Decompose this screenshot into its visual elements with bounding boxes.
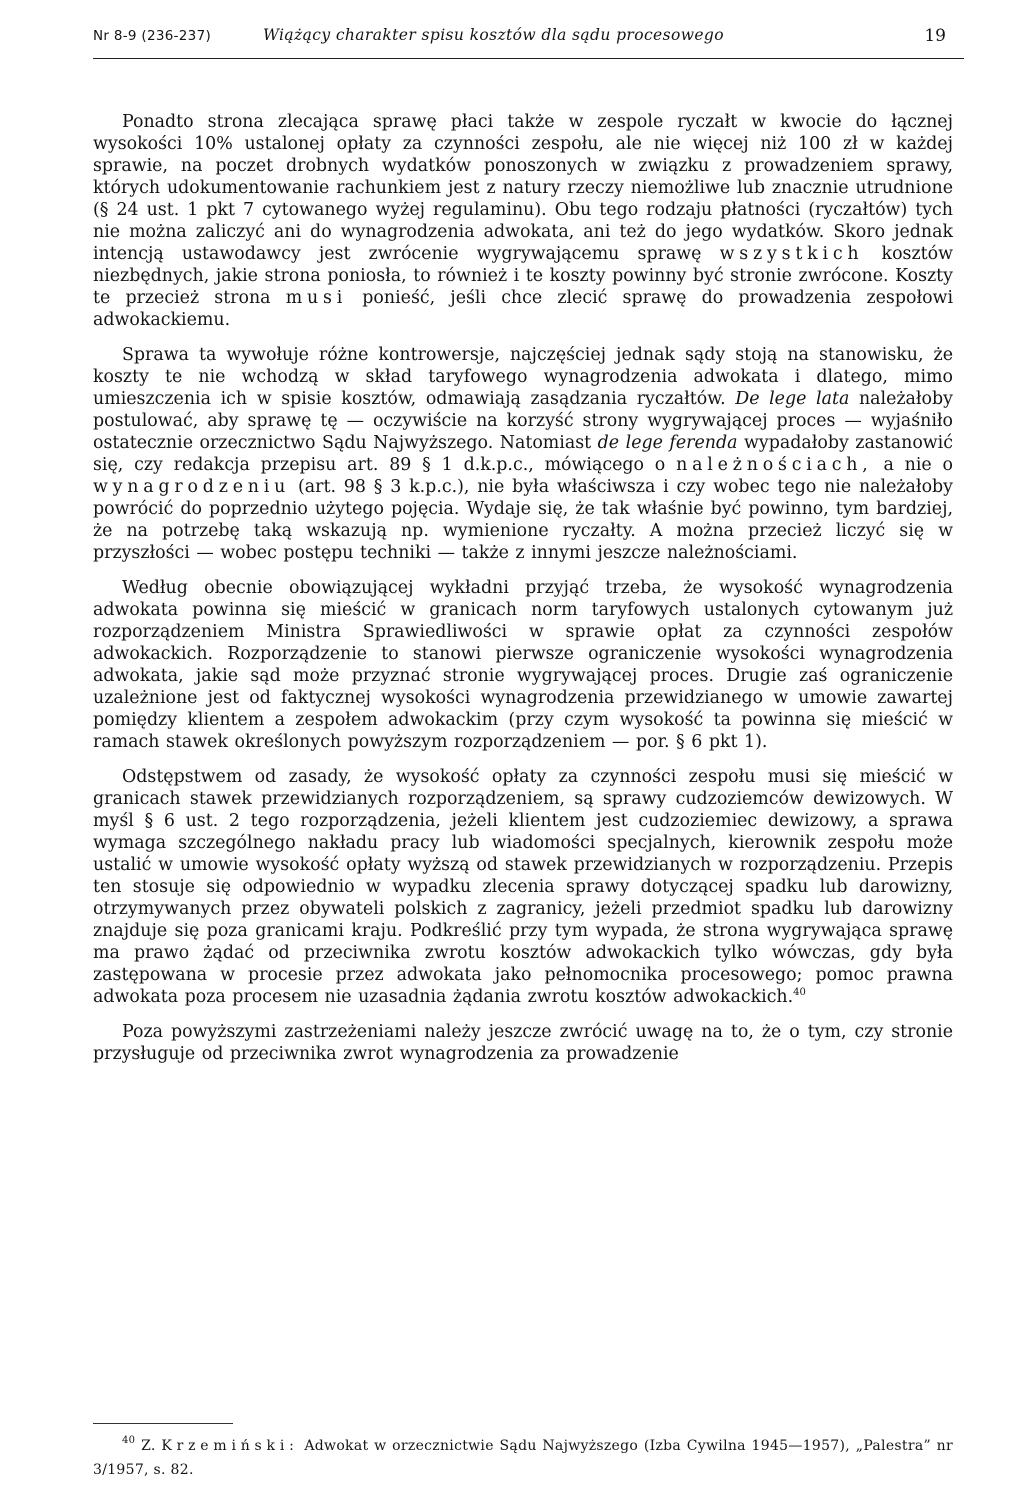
article-body [93, 111, 953, 1077]
page-number: 19 [924, 26, 946, 46]
paragraph-2: Sprawa ta wywołuje różne kontrowersje, najczęściej jednak sądy stoją na stanowisku, że koszty te nie wchodzą w skład taryfowego wynagrodzenia adwokata i dlatego, mimo umieszczenia ich w spisie kosztów, odmawiają zasądzania ryczałtów. De lege lata należałoby postulować, aby sprawę tę — oczywiście na korzyść strony wygrywającej proces — wyjaśniło ostatecznie orzecznictwo Sądu Najwyższego. Natomiast de lege ferenda wypadałoby zastanowić się, czy redakcja przepisu art. 89 § 1 d.k.p.c., mówiącego o należnościach, a nie o wynagrodzeniu (art. 98 § 3 k.p.c.), nie była właściwsza i czy wobec tego nie należałoby powrócić do poprzednio użytego pojęcia. Wydaje się, że tak właśnie być powinno, tym bardziej, że na potrzebę taką wskazują np. wymienione ryczałty. A można przecież liczyć się w przyszłości — wobec postępu techniki — także z innymi jeszcze należnościami. [93, 344, 954, 564]
footnote-reference[interactable]: 40 [793, 987, 806, 999]
spaced-emphasis: należnościach, [676, 455, 873, 476]
latin-phrase: de lege ferenda [597, 433, 738, 454]
paragraph-4: Odstępstwem od zasady, że wysokość opłaty za czynności zespołu musi się mieścić w granicach stawek przewidzianych rozporządzeniem, są sprawy cudzoziemców dewizowych. W myśl § 6 ust. 2 tego rozporządzenia, jeżeli klientem jest cudzoziemiec dewizowy, a sprawa wymaga szczególnego nakładu pracy lub wiadomości specjalnych, kierownik zespołu może ustalić w umowie wysokość opłaty wyższą od stawek przewidzianych w rozporządzeniu. Przepis ten stosuje się odpowiednio w wypadku zlecenia sprawy dotyczącej spadku lub darowizny, otrzymywanych przez obywateli polskich z zagranicy, jeżeli przedmiot spadku lub darowizny znajduje się poza granicami kraju. Podkreślić przy tym wypada, że strona wygrywająca sprawę ma prawo żądać od przeciwnika zwrotu kosztów adwokackich tylko wówczas, gdy była zastępowana w procesie przez adwokata jako pełnomocnika procesowego; pomoc prawna adwokata poza procesem nie uzasadnia żądania zwrotu kosztów adwokackich.$^{40}$ [93, 766, 953, 1008]
footnote-40: $^{40}$ Z. Krzemiński: Adwokat w orzecznictwie Sądu Najwyższego (Izba Cywilna 1945—1957), „Palestra” nr 3/1957, s. 82. [93, 1435, 953, 1478]
paragraph-1: Ponadto strona zlecająca sprawę płaci także w zespole ryczałt w kwocie do łącznej wysokości 10% ustalonej opłaty za czynności zespołu, ale nie więcej niż 100 zł w każdej sprawie, na poczet drobnych wydatków ponoszonych w związku z prowadzeniem sprawy, których udokumentowanie rachunkiem jest z natury rzeczy niemożliwe lub znacznie utrudnione (§ 24 ust. 1 pkt 7 cytowanego wyżej regulaminu). Obu tego rodzaju płatności (ryczałtów) tych nie można zaliczyć ani do wynagrodzenia adwokata, ani też do jego wydatków. Skoro jednak intencją ustawodawcy jest zwrócenie wygrywającemu sprawę wszystkich kosztów niezbędnych, jakie strona poniosła, to również i te koszty powinny być stronie zwrócone. Koszty te przecież strona musi ponieść, jeśli chce zlecić sprawę do prowadzenia zespołowi adwokackiemu. [93, 112, 954, 331]
running-header [93, 18, 964, 59]
footnote-author: Krzemiński: [161, 1438, 299, 1454]
running-title: Wiążący charakter spisu kosztów dla sądu procesowego [263, 26, 724, 44]
issue-number: Nr 8-9 (236-237) [93, 28, 212, 44]
latin-phrase: De lege lata [735, 389, 850, 410]
paragraph-5: Poza powyższymi zastrzeżeniami należy jeszcze zwrócić uwagę na to, że o tym, czy stronie przysługuje od przeciwnika zwrot wynagrodzenia za prowadzenie [93, 1021, 953, 1064]
footnote-separator [93, 1423, 233, 1424]
spaced-emphasis: wszystkich [719, 244, 864, 265]
spaced-emphasis: musi [285, 288, 348, 309]
footnote-number: 40 [122, 1435, 136, 1446]
paragraph-3: Według obecnie obowiązującej wykładni przyjąć trzeba, że wysokość wynagrodzenia adwokata powinna się mieścić w granicach norm taryfowych ustalonych cytowanym już rozporządzeniem Ministra Sprawiedliwości w sprawie opłat za czynności zespołów adwokackich. Rozporządzenie to stanowi pierwsze ograniczenie wysokości wynagrodzenia adwokata, jakie sąd może przyznać stronie wygrywającej proces. Drugie zaś ograniczenie uzależnione jest od faktycznej wysokości wynagrodzenia przewidzianego w umowie zawartej pomiędzy klientem a zespołem adwokackim (przy czym wysokość ta powinna się mieścić w ramach stawek określonych powyższym rozporządzeniem — por. § 6 pkt 1). [93, 577, 953, 753]
spaced-emphasis: wynagrodzeniu [93, 477, 291, 498]
